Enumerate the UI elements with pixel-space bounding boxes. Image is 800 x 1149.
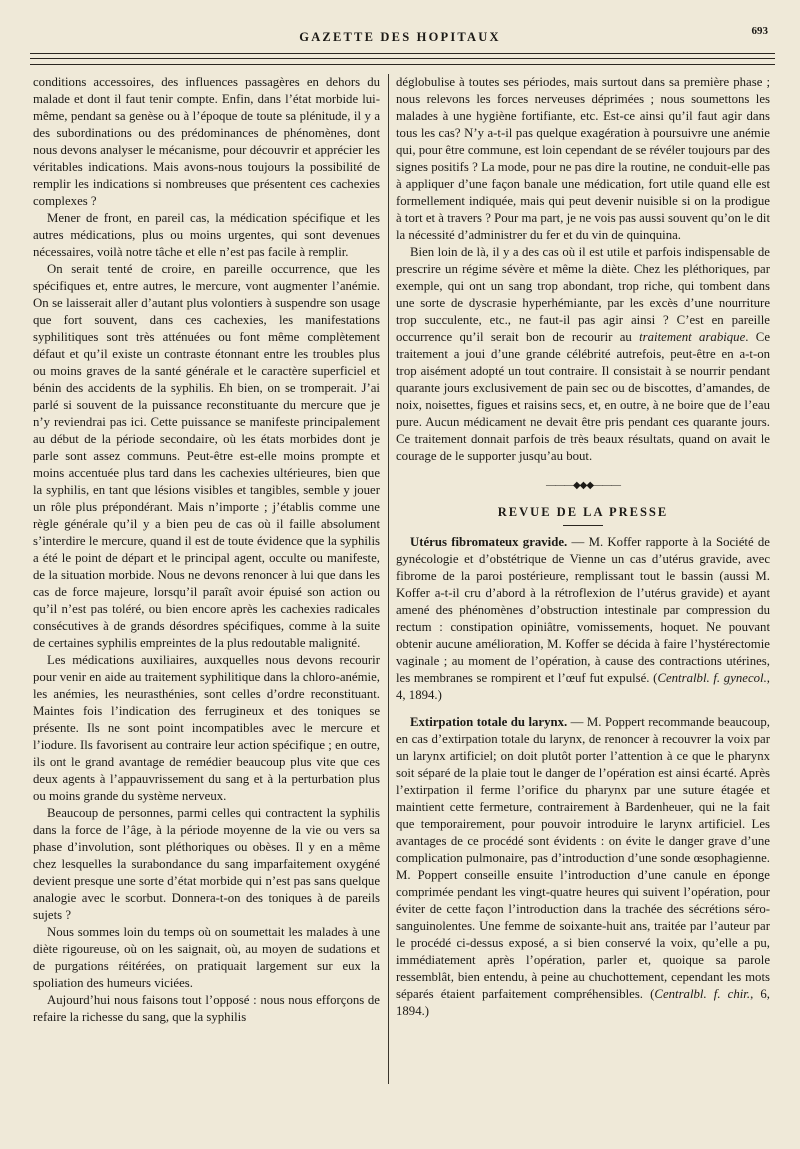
paragraph: Les médications auxiliaires, auxquelles nous devons recourir pour venir en aide au traitement syphilitique dans la chloro-anémie, les anémies, les neurasthénies, sont celles d’ordre reconstituant. Maintes fois l’indication des ferrugineux et des toniques se présente. Ils ne sont point incompatibles avec le mercure et l’iodure. Ils favorisent au contraire leur action spécifique ; en outre, ils ont le grand avantage de remédier beaucoup plus vite que ces deux agents à l’appauvrissement du sang et à la perturbation plus ou moins grande du système nerveux. (33, 653, 380, 803)
journal-title: GAZETTE DES HOPITAUX (299, 30, 501, 44)
article (396, 534, 770, 704)
citation-tail: , 6, 1894.) (396, 987, 771, 1018)
paragraph: On serait tenté de croire, en pareille occurrence, que les spécifiques et, entre autres, le mercure, vont augmenter l’anémie. On se laisserait aller d’autant plus volontiers à suspendre son usage que fort souvent, dans ces cachexies, les manifestations syphilitiques sont très atténuées ou font même complètement défaut et qu’il existe un contraste étonnant entre les troubles plus ou moins graves de la santé générale et le caractère superficiel et bénin des accidents de la syphilis. Eh bien, on se tromperait. J’ai parlé si souvent de la puissance reconstituante du mercure que je n’y reviendrai pas ici. Cette puissance se manifeste principalement au début de la période secondaire, où les états morbides dont je parle sont assez communs. Peut-être est-elle moins prompte et moins accentuée plus tard dans les cachexies ultérieures, bien que la syphilis, en tant que lésions visibles et tangibles, semble y jouer un rôle plus prépondérant. Mais n’importe ; j’établis comme une règle générale qu’il y a bien peu de cas où il faille absolument s’interdire le mercure, quand il est de toute évidence que la syphilis a été le point de départ et le principal agent, occulte ou manifeste, de la situation morbide. Nous ne devons renoncer à lui que dans les cas de force majeure, lorsqu’il paraît avoir épuisé son action ou qu’il n’est pas toléré, ou bien encore après les cachexies radicales consécutives à de grands désordres spécifiques, comme à la suite de certaines syphilis empreintes de la plus redoutable malignité. (33, 262, 380, 650)
paragraph-text: Bien loin de là, il y a des cas où il est utile et parfois indispensable de prescrire un régime sévère et même la diète. Chez les pléthoriques, par exemple, qui ont un sang trop abondant, trop riche, qui tombent dans une sorte de dyscrasie hyperhémiante, par les excès d’une nourriture trop succulente, etc., ne faut-il pas agir ainsi ? C’est en pareille occurrence qu’il serait bon de recourir au (396, 245, 770, 344)
ornament-divider: ———◆◆◆——— (545, 480, 621, 491)
emphasized-term: traitement arabique (639, 330, 746, 344)
article-body: — M. Poppert recommande beaucoup, en cas d’extirpation totale du larynx, de renoncer à recouvrer la voix par un larynx artificiel; on doit plutôt porter l’attention à ce que le pharynx soit séparé de la plaie tout le danger de l’opération est ainsi écarté. Après l’extirpation il ferme l’orifice du pharynx par une suture étagée et maintient cette fermeture, contrairement à Bardenheuer, qui ne la fait que temporairement, pour pouvoir introduire le larynx artificiel. Les avantages de ce procédé sont évidents : on évite le danger grave d’une complication pulmonaire, pas d’introduction d’une sonde œsophagienne. M. Poppert conseille ensuite l’introduction d’une canule en éponge comprimée pendant les vingt-quatre heures qui suivent l’opération, pour éviter de cette façon l’introduction dans la trachée des sécrétions séro-sanguinolentes. Une femme de soixante-huit ans, traitée par l’auteur par le procédé ci-dessus exposé, a si bien conservé la voix, qu’elle a pu, immédiatement après l’opération, parler et, quoique sa parole ressemblât, bien entendu, à peine au chuchottement, cependant les mots séparés étaient parfaitement compréhensibles. ( (396, 715, 770, 1001)
right-column (396, 74, 770, 1020)
running-header (30, 25, 770, 50)
section-rule (563, 525, 603, 526)
citation-tail: , 4, 1894.) (396, 671, 770, 702)
paragraph: conditions accessoires, des influences passagères en dehors du malade et dont il faut tenir compte. Enfin, dans l’état morbide lui-même, pendant sa genèse ou à l’époque de toute sa plénitude, il y a des subordinations ou des prédominances de phénomènes, dont nous devons analyser le mécanisme, pour découvrir et apprécier les véritables indications. Mais avons-nous toujours la possibilité de remplir les indications si nombreuses que présentent ces cachexies complexes ? (33, 75, 380, 208)
header-rule (30, 64, 775, 65)
paragraph: Aujourd’hui nous faisons tout l’opposé : nous nous efforçons de refaire la richesse du sang, que la syphilis (33, 993, 380, 1024)
paragraph: Nous sommes loin du temps où on soumettait les malades à une diète rigoureuse, où on les saignait, où, au moyen de sudations et de purgations réitérées, on pratiquait largement sur eux la spoliation des humeurs viciées. (33, 925, 380, 990)
paragraph (396, 244, 770, 465)
page-number: 693 (751, 25, 768, 37)
citation: Centralbl. f. gynecol. (657, 671, 767, 685)
paragraph-text: . Ce traitement a joui d’une grande célébrité autrefois, peut-être en a-t-on trop aisément adopté un tout contraire. Il consistait à se nourrir pendant quarante jours exclusivement de pain sec ou de biscottes, d’amandes, de noix, noisettes, figues et raisins secs, et, en outre, à ne boire que de l’eau pure. Aucun médicament ne devait être pris pendant ces quarante jours. Ce traitement donnait parfois de très beaux résultats, quand on avait le courage de le supporter jusqu’au bout. (396, 330, 771, 463)
section-title: REVUE DE LA PRESSE (497, 505, 669, 519)
header-rule (30, 58, 775, 59)
paragraph: Mener de front, en pareil cas, la médication spécifique et les autres médications, plus ou moins urgentes, qui sont devenues nécessaires, voilà notre tâche et elle n’est pas facile à remplir. (33, 211, 380, 259)
column-divider (388, 74, 389, 1084)
citation: Centralbl. f. chir. (654, 987, 751, 1001)
paragraph: Beaucoup de personnes, parmi celles qui contractent la syphilis dans la force de l’âge, à la période moyenne de la vie ou vers sa phase d’involution, sont pléthoriques ou obèses. Il y en a même chez lesquelles la surabondance du sang imparfaitement oxygéné devient presque une sorte d’état morbide qui n’est pas sans quelque analogie avec le scorbut. Donnera-t-on des toniques à de pareils sujets ? (33, 806, 380, 922)
article-heading: Extirpation totale du larynx. (410, 715, 568, 729)
paragraph: déglobulise à toutes ses périodes, mais surtout dans sa première phase ; nous relevons les forces nerveuses déprimées ; nous soumettons les malades à une hygiène fortifiante, etc. Est-ce ainsi qu’il faut agir dans tous les cas? N’y a-t-il pas quelque exagération à poursuivre une anémie qui, pour être commune, est loin cependant de se révéler toujours par des signes positifs ? La mode, pour ne pas dire la routine, ne conduit-elle pas à appliquer d’une façon banale une médication, fort utile quand elle est formellement indiquée, mais qui peut devenir nuisible si on la prodigue à tort et à travers ? Pour ma part, je ne vois pas aussi souvent qu’on le dit la nécessité d’administrer du fer et du vin de quinquina. (396, 75, 770, 242)
article (396, 714, 770, 1020)
header-rule (30, 53, 775, 54)
article-heading: Utérus fibromateux gravide. (410, 535, 568, 549)
left-column (33, 74, 380, 1026)
article-body: — M. Koffer rapporte à la Société de gynécologie et d’obstétrique de Vienne un cas d’utérus gravide, avec fibrome de la paroi postérieure, remplissant tout le bassin (aussi M. Koffer a-t-il cru d’abord à la rétroflexion de l’utérus gravide) et ayant amené des phénomènes d’obstruction intestinale par compression du rectum : constipation opiniâtre, vomissements, hoquet. Ne pouvant obtenir aucune amélioration, M. Koffer se décida à faire l’hystérectomie vaginale ; au moment de l’opération, à cause des contractions utérines, les membranes se rompirent et l’œuf fut expulsé. ( (396, 535, 770, 685)
